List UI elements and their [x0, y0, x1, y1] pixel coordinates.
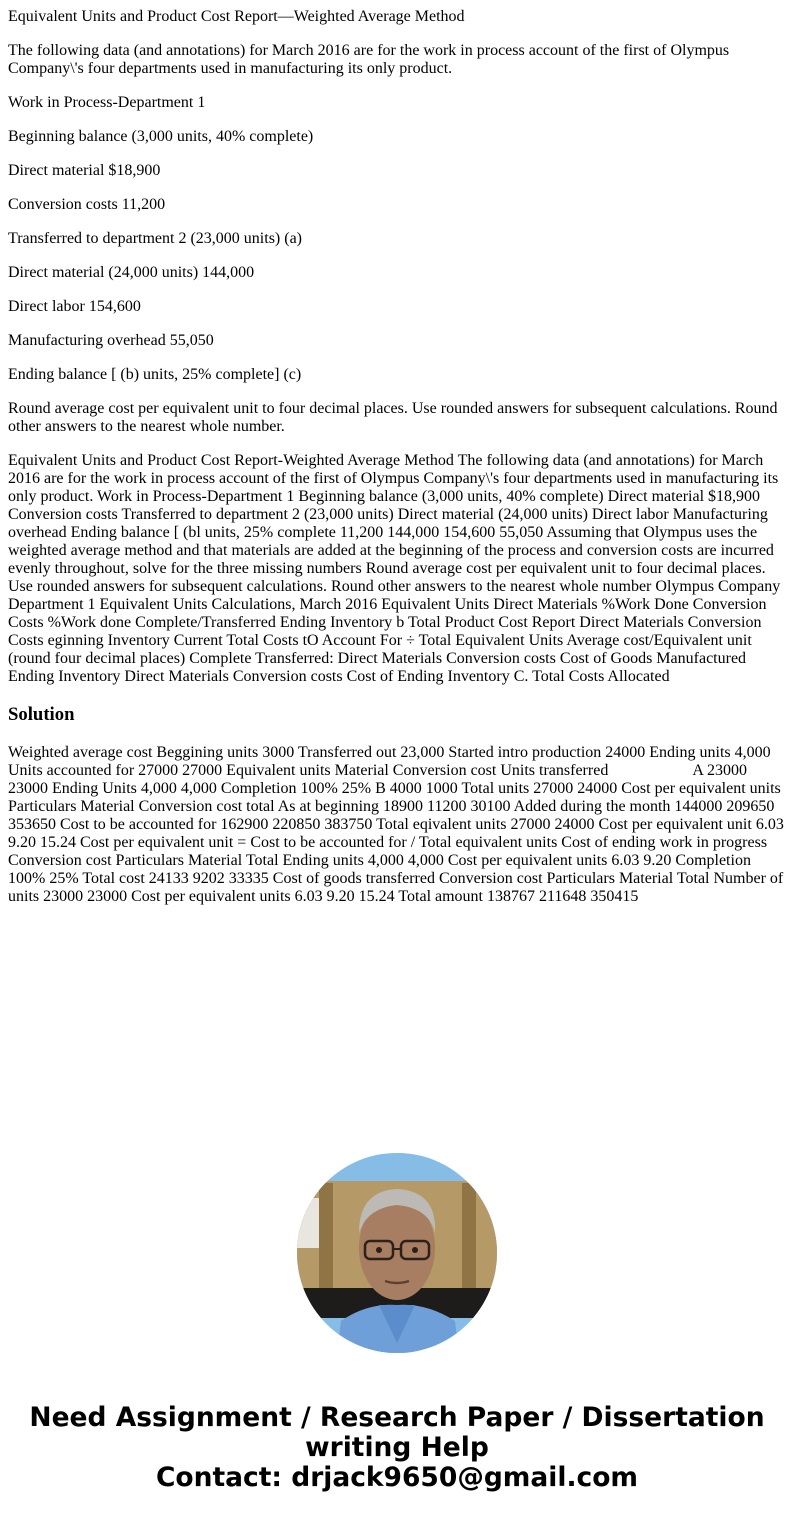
- account-line-direct-material-beginning: Direct material $18,900: [8, 162, 161, 179]
- account-line-conversion-costs: Conversion costs 11,200: [8, 196, 166, 213]
- question-full-text: Equivalent Units and Product Cost Report-Weighted Average Method The following data (and annotations) for March 2016 are for the work in process account of the first of Olympus Company\'s four departments used in manufacturing its only product. Work in Process-Department 1 Beginning balance (3,000 units, 40% complete) Direct material $18,900 Conversion costs Transferred to department 2 (23,000 units) Direct material (24,000 units) Direct labor Manufacturing overhead Ending balance [ (bl units, 25% complete 11,200 144,000 154,600 55,050 Assuming that Olympus uses the weighted average method and that materials are added at the beginning of the process and conversion costs are incurred evenly throughout, solve for the three missing numbers Round average cost per equivalent unit to four decimal places. Use rounded answers for subsequent calculations. Round other answers to the nearest whole number Olympus Company Department 1 Equivalent Units Calculations, March 2016 Equivalent Units Direct Materials %Work Done Conversion Costs %Work done Complete/Transferred Ending Inventory b Total Product Cost Report Direct Materials Conversion Costs eginning Inventory Current Total Costs tO Account For ÷ Total Equivalent Units Average cost/Equivalent unit (round four decimal places) Complete Transferred: Direct Materials Conversion costs Cost of Goods Manufactured Ending Inventory Direct Materials Conversion costs Cost of Ending Inventory C. Total Costs Allocated: [8, 452, 781, 685]
- account-line-beginning-balance: Beginning balance (3,000 units, 40% complete): [8, 128, 314, 145]
- question-title: Equivalent Units and Product Cost Report—Weighted Average Method: [8, 8, 465, 25]
- solution-text-part1: Weighted average cost Beggining units 3000 Transferred out 23,000 Started intro production 24000 Ending units 4,000 Units accounted for 27000 27000 Equivalent units Material Conversion cost Units transferred: [8, 744, 771, 779]
- promo-line-2: writing Help: [305, 1432, 489, 1463]
- promo-banner: [0, 1403, 794, 1493]
- account-line-direct-material: Direct material (24,000 units) 144,000: [8, 264, 255, 281]
- account-line-manufacturing-overhead: Manufacturing overhead 55,050: [8, 332, 214, 349]
- author-photo-icon: [297, 1153, 497, 1353]
- promo-contact: Contact: drjack9650@gmail.com: [155, 1462, 639, 1493]
- solution-text: [8, 744, 786, 906]
- account-line-ending-balance: Ending balance [ (b) units, 25% complete] (c): [8, 366, 302, 383]
- solution-heading: Solution: [8, 704, 75, 725]
- solution-text-part2: A 23000 23000 Ending Units 4,000 4,000 Completion 100% 25% B 4000 1000 Total units 27000 24000 Cost per equivalent units Particulars Material Conversion cost total As at beginning 18900 11200 30100 Added during the month 144000 209650 353650 Cost to be accounted for 162900 220850 383750 Total eqivalent units 27000 24000 Cost per equivalent unit 6.03 9.20 15.24 Cost per equivalent unit = Cost to be accounted for / Total equivalent units Cost of ending work in progress Conversion cost Particulars Material Total Ending units 4,000 4,000 Cost per equivalent units 6.03 9.20 Completion 100% 25% Total cost 24133 9202 33335 Cost of goods transferred Conversion cost Particulars Material Total Number of units 23000 23000 Cost per equivalent units 6.03 9.20 15.24 Total amount 138767 211648 350415: [8, 762, 784, 905]
- account-line-direct-labor: Direct labor 154,600: [8, 298, 141, 315]
- account-line-transferred: Transferred to department 2 (23,000 units) (a): [8, 230, 302, 247]
- author-avatar: [297, 1153, 497, 1353]
- promo-line-1: Need Assignment / Research Paper / Dissertation: [29, 1402, 765, 1433]
- question-intro: The following data (and annotations) for March 2016 are for the work in process account of the first of Olympus Company\'s four departments used in manufacturing its only product.: [8, 42, 730, 77]
- rounding-note: Round average cost per equivalent unit to four decimal places. Use rounded answers for subsequent calculations. Round other answers to the nearest whole number.: [8, 400, 778, 435]
- account-heading: Work in Process-Department 1: [8, 94, 206, 111]
